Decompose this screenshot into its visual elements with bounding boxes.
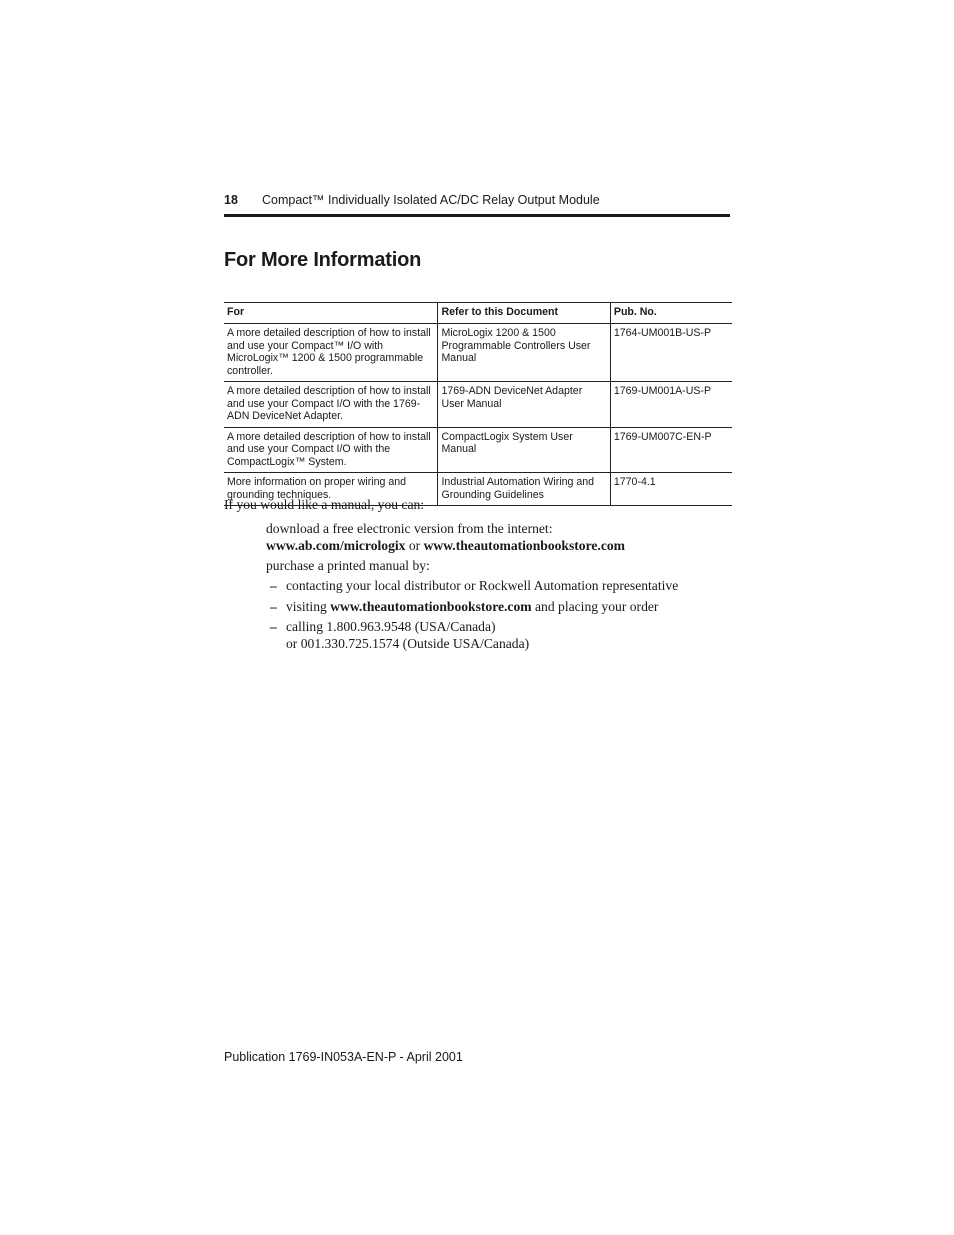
table-row: [224, 382, 732, 428]
table-cell-pub-no: 1770-4.1: [610, 473, 732, 506]
table-cell-document: 1769-ADN DeviceNet Adapter User Manual: [438, 382, 610, 428]
or-word: or: [408, 538, 421, 553]
running-header: [224, 191, 730, 209]
download-option: [266, 520, 625, 554]
option-call-line1: calling 1.800.963.9548 (USA/Canada): [286, 619, 496, 634]
option-call: [286, 618, 529, 652]
link-micrologix[interactable]: www.ab.com/micrologix: [266, 538, 406, 553]
link-bookstore-visit[interactable]: www.theautomationbookstore.com: [330, 598, 532, 614]
column-header-document: Refer to this Document: [438, 303, 610, 324]
table-cell-for: A more detailed description of how to install and use your Compact I/O with the 1769-ADN DeviceNet Adapter.: [224, 382, 438, 428]
dash-bullet: –: [270, 619, 277, 634]
table-row: [224, 427, 732, 473]
table-row: [224, 324, 732, 382]
table-cell-document: MicroLogix 1200 & 1500 Programmable Controllers User Manual: [438, 324, 610, 382]
option-contact: contacting your local distributor or Rockwell Automation representative: [286, 578, 679, 593]
download-links: [266, 537, 625, 554]
list-item: [270, 618, 678, 652]
column-header-pub-no: Pub. No.: [610, 303, 732, 324]
purchase-options-list: [270, 577, 678, 656]
table-cell-document: Industrial Automation Wiring and Grounding Guidelines: [438, 473, 610, 506]
header-rule: [224, 214, 730, 217]
dash-bullet: –: [270, 598, 277, 614]
link-bookstore[interactable]: www.theautomationbookstore.com: [423, 538, 625, 553]
page-number: 18: [224, 193, 238, 207]
table-cell-pub-no: 1764-UM001B-US-P: [610, 324, 732, 382]
reference-table: [224, 302, 732, 506]
table-header-row: [224, 303, 732, 324]
running-title: Compact™ Individually Isolated AC/DC Relay Output Module: [262, 193, 600, 207]
list-item: [270, 598, 678, 615]
download-text: download a free electronic version from the internet:: [266, 521, 553, 536]
intro-text: If you would like a manual, you can:: [224, 497, 425, 512]
list-item: [270, 577, 678, 594]
option-visit-pre: visiting: [286, 598, 327, 614]
publication-footer: Publication 1769-IN053A-EN-P - April 2001: [224, 1050, 463, 1064]
table-cell-pub-no: 1769-UM007C-EN-P: [610, 427, 732, 473]
option-visit-post: and placing your order: [535, 598, 659, 614]
column-header-for: For: [224, 303, 438, 324]
table-cell-for: A more detailed description of how to install and use your Compact I/O with the CompactLogix™ System.: [224, 427, 438, 473]
option-call-line2: or 001.330.725.1574 (Outside USA/Canada): [286, 636, 530, 651]
table-cell-pub-no: 1769-UM001A-US-P: [610, 382, 732, 428]
table-cell-document: CompactLogix System User Manual: [438, 427, 610, 473]
purchase-text: purchase a printed manual by:: [266, 558, 430, 573]
table-cell-for: A more detailed description of how to install and use your Compact™ I/O with MicroLogix™ 1200 & 1500 programmable controller.: [224, 324, 438, 382]
option-visit: [286, 598, 658, 615]
dash-bullet: –: [270, 578, 277, 593]
section-title: For More Information: [224, 249, 422, 271]
table-cell-for: More information on proper wiring and grounding techniques.: [224, 473, 438, 506]
